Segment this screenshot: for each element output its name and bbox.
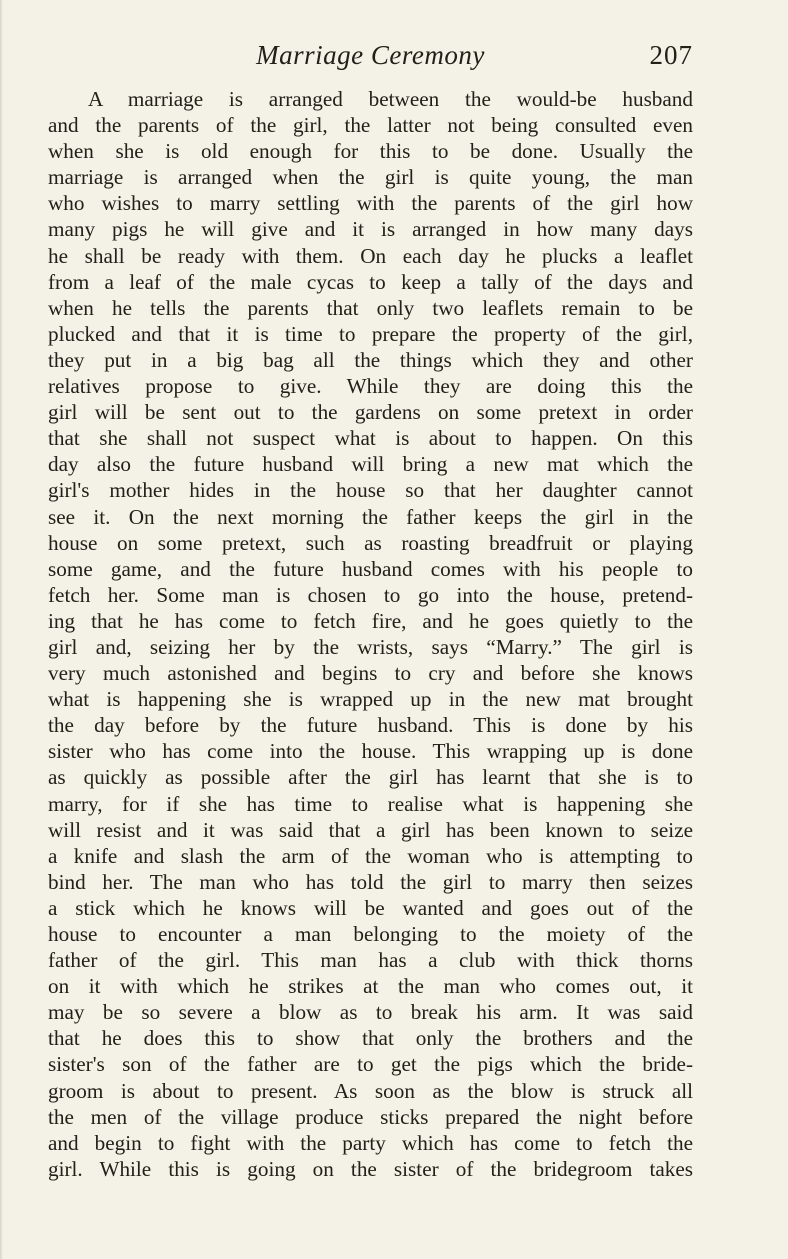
- text-line: some game, and the future husband comes with his people to: [48, 556, 693, 581]
- text-line: on it with which he strikes at the man who comes out, it: [48, 974, 693, 999]
- text-line: marriage is arranged when the girl is quite young, the man: [48, 165, 693, 190]
- binding-edge: [0, 0, 3, 1259]
- text-line: house on some pretext, such as roasting breadfruit or playing: [48, 530, 693, 555]
- text-line: he shall be ready with them. On each day he plucks a leaflet: [48, 243, 693, 268]
- text-line: sister's son of the father are to get the pigs which the bride-: [48, 1052, 693, 1077]
- text-line: a knife and slash the arm of the woman who is attempting to: [48, 843, 693, 868]
- running-head: [48, 40, 693, 74]
- text-line: A marriage is arranged between the would-be husband: [88, 87, 693, 111]
- text-line: who wishes to marry settling with the parents of the girl how: [48, 191, 693, 216]
- text-line: and begin to fight with the party which has come to fetch the: [48, 1130, 693, 1155]
- text-line: relatives propose to give. While they are doing this the: [48, 374, 693, 399]
- text-line: from a leaf of the male cycas to keep a tally of the days and: [48, 269, 693, 294]
- text-line: many pigs he will give and it is arranged in how many days: [48, 217, 693, 242]
- text-line: day also the future husband will bring a new mat which the: [48, 452, 693, 477]
- text-line: that she shall not suspect what is about to happen. On this: [48, 426, 693, 451]
- text-line: and the parents of the girl, the latter not being consulted even: [48, 113, 693, 138]
- text-line: when he tells the parents that only two leaflets remain to be: [48, 295, 693, 320]
- body-paragraph: [48, 86, 693, 1182]
- text-line: girl and, seizing her by the wrists, says “Marry.” The girl is: [48, 634, 693, 659]
- text-line: a stick which he knows will be wanted and goes out of the: [48, 895, 693, 920]
- text-line: that he does this to show that only the brothers and the: [48, 1026, 693, 1051]
- text-line: girl will be sent out to the gardens on some pretext in order: [48, 400, 693, 425]
- text-line: ing that he has come to fetch fire, and he goes quietly to the: [48, 608, 693, 633]
- text-line: plucked and that it is time to prepare the property of the girl,: [48, 321, 693, 346]
- text-line: when she is old enough for this to be done. Usually the: [48, 139, 693, 164]
- text-line: girl. While this is going on the sister of the bridegroom takes: [48, 1156, 693, 1181]
- running-title: Marriage Ceremony: [256, 40, 485, 70]
- page-number: 207: [649, 40, 693, 70]
- text-line: will resist and it was said that a girl has been known to seize: [48, 817, 693, 842]
- text-line: as quickly as possible after the girl has learnt that she is to: [48, 765, 693, 790]
- text-line: fetch her. Some man is chosen to go into the house, pretend-: [48, 582, 693, 607]
- text-line: the day before by the future husband. This is done by his: [48, 713, 693, 738]
- text-line: very much astonished and begins to cry and before she knows: [48, 661, 693, 686]
- text-line: may be so severe a blow as to break his arm. It was said: [48, 1000, 693, 1025]
- text-line: groom is about to present. As soon as the blow is struck all: [48, 1078, 693, 1103]
- text-line: sister who has come into the house. This wrapping up is done: [48, 739, 693, 764]
- text-line: bind her. The man who has told the girl to marry then seizes: [48, 869, 693, 894]
- text-line: see it. On the next morning the father keeps the girl in the: [48, 504, 693, 529]
- text-line: the men of the village produce sticks prepared the night before: [48, 1104, 693, 1129]
- text-line: house to encounter a man belonging to the moiety of the: [48, 922, 693, 946]
- text-line: father of the girl. This man has a club with thick thorns: [48, 948, 693, 973]
- text-line: what is happening she is wrapped up in the new mat brought: [48, 687, 693, 712]
- text-line: marry, for if she has time to realise what is happening she: [48, 791, 693, 816]
- text-line: they put in a big bag all the things which they and other: [48, 347, 693, 372]
- text-line: girl's mother hides in the house so that her daughter cannot: [48, 478, 693, 503]
